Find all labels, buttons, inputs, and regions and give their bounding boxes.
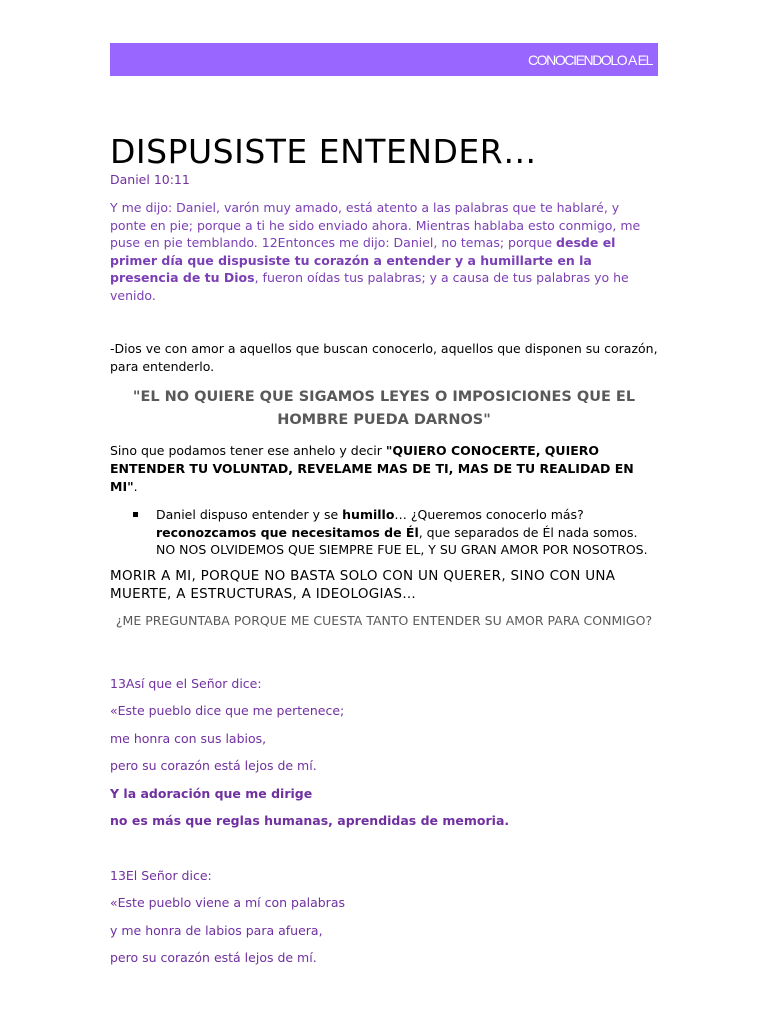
bullet-text-2: … ¿Queremos conocerlo más? <box>394 507 584 522</box>
verses-block-2 <box>110 862 658 972</box>
sino-part-2: . <box>133 479 138 494</box>
verse-line: «Este pueblo viene a mí con palabras <box>110 895 345 910</box>
scripture-part-1: Y me dijo: Daniel, varón muy amado, está atento a las palabras que te hablaré, y ponte en pie; porque a ti he sido enviado ahora. Mientras hablaba esto conmigo, me puse en pie temblando. 12Entonces me dijo: Daniel, no temas; porque <box>110 200 641 250</box>
verse-line: pero su corazón está lejos de mí. <box>110 950 317 965</box>
bullet-list <box>110 506 658 559</box>
scripture-part-2: , fueron oídas tus palabras; y a causa de tus palabras yo he venido. <box>110 270 629 303</box>
header-bar <box>110 43 658 76</box>
verses-block-1 <box>110 670 658 835</box>
verse-line: me honra con sus labios, <box>110 730 267 746</box>
morir-heading: MORIR A MI, PORQUE NO BASTA SOLO CON UN QUERER, SINO CON UNA MUERTE, A ESTRUCTURAS, A IDEOLOGIAS… <box>110 567 616 602</box>
paragraph-sino <box>110 442 658 496</box>
verse-line: «Este pueblo dice que me pertenece; <box>110 703 345 718</box>
list-item <box>156 506 658 559</box>
sino-part-1: Sino que podamos tener ese anhelo y decir <box>110 443 386 458</box>
bullet-bold-2: reconozcamos que necesitamos de Él <box>156 524 419 540</box>
paragraph-dios: -Dios ve con amor a aquellos que buscan conocerlo, aquellos que disponen su corazón, para entenderlo. <box>110 341 658 374</box>
sino-bold: "QUIERO CONOCERTE, QUIERO ENTENDER TU VOLUNTAD, REVELAME MAS DE TI, MAS DE TU REALIDAD EN MI" <box>110 443 634 494</box>
verse-line: y me honra de labios para afuera, <box>110 922 323 938</box>
verse-line-bold: Y la adoración que me dirige <box>110 785 313 801</box>
header-label: CONOCIENDOLO A EL <box>527 51 652 68</box>
verse-line: 13Así que el Señor dice: <box>110 675 262 691</box>
quote-heading: "EL NO QUIERE QUE SIGAMOS LEYES O IMPOSICIONES QUE EL HOMBRE PUEDA DARNOS" <box>132 389 636 428</box>
question-subtitle: ¿ME PREGUNTABA PORQUE ME CUESTA TANTO ENTENDER SU AMOR PARA CONMIGO? <box>115 612 653 628</box>
verse-line: 13El Señor dice: <box>110 867 212 883</box>
verse-line: pero su corazón está lejos de mí. <box>110 758 317 773</box>
page-title: DISPUSISTE ENTENDER… <box>110 132 537 171</box>
square-bullet-icon <box>133 512 138 517</box>
verse-line-bold: no es más que reglas humanas, aprendidas de memoria. <box>110 813 510 828</box>
bullet-text-3: , que separados de Él nada somos. NO NOS OLVIDEMOS QUE SIEMPRE FUE EL, Y SU GRAN AMOR POR NOSOTROS. <box>156 524 648 557</box>
bullet-bold-1: humillo <box>342 507 395 522</box>
scripture-reference: Daniel 10:11 <box>110 172 190 187</box>
document-page <box>110 43 658 972</box>
bullet-text-1: Daniel dispuso entender y se <box>156 507 343 522</box>
scripture-bold: desde el primer día que dispusiste tu corazón a entender y a humillarte en la presencia de tu Dios <box>110 235 616 285</box>
scripture-passage <box>110 199 658 304</box>
